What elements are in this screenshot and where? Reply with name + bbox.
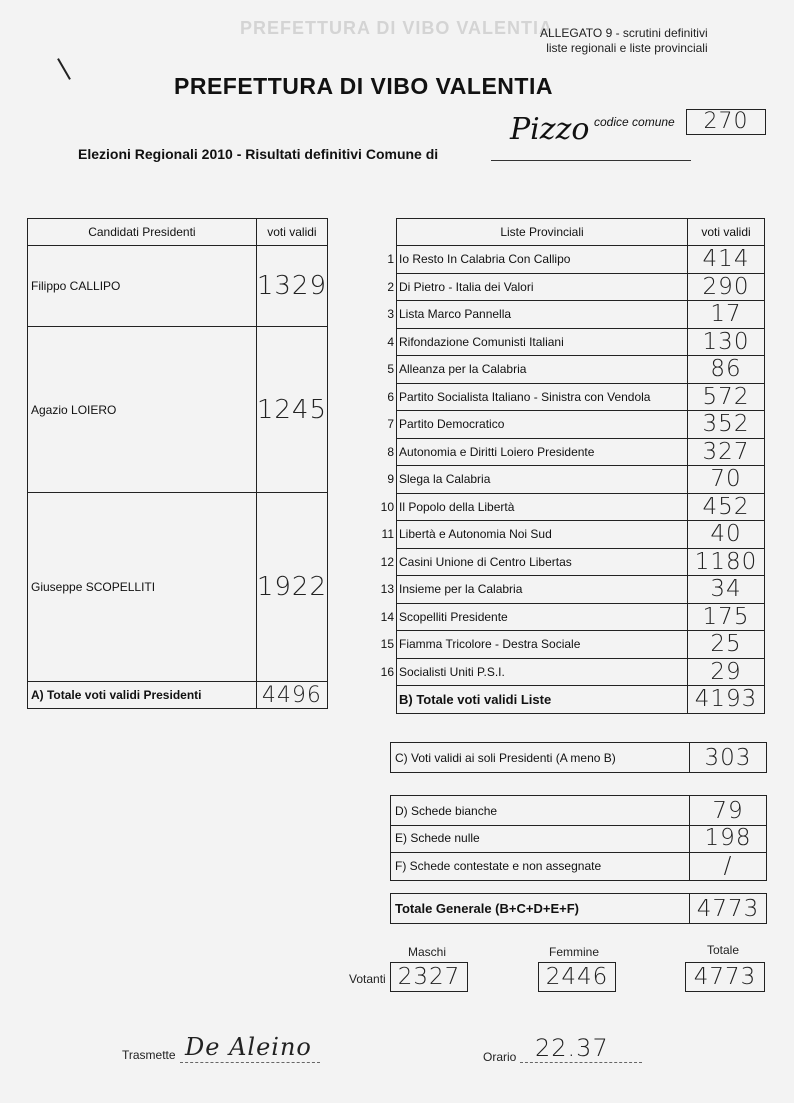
lista-votes[interactable]: 414 (688, 246, 765, 274)
lista-votes[interactable]: 290 (688, 273, 765, 301)
lista-votes[interactable]: 452 (688, 493, 765, 521)
codice-comune-label: codice comune (594, 115, 675, 129)
lista-votes[interactable]: 17 (688, 301, 765, 329)
lista-votes[interactable]: 70 (688, 466, 765, 494)
subtitle: Elezioni Regionali 2010 - Risultati definitivi Comune di (78, 146, 439, 162)
lista-row (372, 493, 765, 521)
lista-votes[interactable]: 572 (688, 383, 765, 411)
lista-number: 14 (380, 609, 394, 624)
lista-name: Rifondazione Comunisti Italiani (397, 328, 688, 356)
lista-number: 16 (380, 664, 394, 679)
lista-row (372, 356, 765, 384)
row-d-value[interactable]: 79 (689, 796, 766, 825)
row-e-label: E) Schede nulle (395, 831, 480, 845)
trasmette-value[interactable]: De Aleino (185, 1033, 312, 1061)
lista-votes[interactable]: 25 (688, 631, 765, 659)
president-votes[interactable]: 1922 (256, 493, 327, 682)
lista-number: 12 (380, 554, 394, 569)
lista-name: Alleanza per la Calabria (397, 356, 688, 384)
trasmette-line (180, 1062, 320, 1063)
lista-name: Il Popolo della Libertà (397, 493, 688, 521)
lista-number: 8 (387, 444, 394, 459)
totale-label: Totale (707, 943, 740, 957)
lista-name: Partito Democratico (397, 411, 688, 439)
liste-header-name: Liste Provinciali (397, 219, 688, 246)
lista-name: Casini Unione di Centro Libertas (397, 548, 688, 576)
lista-votes[interactable]: 29 (688, 658, 765, 686)
lista-row (372, 328, 765, 356)
lista-name: Scopelliti Presidente (397, 603, 688, 631)
presidents-header-votes: voti validi (256, 219, 327, 246)
lista-name: Socialisti Uniti P.S.I. (397, 658, 688, 686)
lista-number: 3 (387, 307, 394, 322)
lista-number: 11 (381, 527, 394, 542)
lista-row (372, 246, 765, 274)
lista-votes[interactable]: 352 (688, 411, 765, 439)
lista-number: 10 (380, 499, 394, 514)
lista-row (372, 301, 765, 329)
lista-row (372, 438, 765, 466)
lista-votes[interactable]: 1180 (688, 548, 765, 576)
lista-number: 13 (380, 582, 394, 597)
lista-name: Lista Marco Pannella (397, 301, 688, 329)
allegato-line1: ALLEGATO 9 - scrutini definitivi (540, 26, 708, 40)
row-c-value[interactable]: 303 (689, 743, 766, 772)
lista-row (372, 548, 765, 576)
liste-header-votes: voti validi (688, 219, 765, 246)
lista-number: 2 (387, 279, 394, 294)
votanti-label: Votanti (349, 972, 386, 986)
row-e (390, 824, 767, 853)
votanti-femmine[interactable]: 2446 (538, 962, 616, 992)
lista-number: 6 (387, 389, 394, 404)
lista-name: Di Pietro - Italia dei Valori (397, 273, 688, 301)
president-name: Giuseppe SCOPELLITI (28, 493, 257, 682)
page-title: PREFETTURA DI VIBO VALENTIA (174, 73, 553, 99)
lista-number: 9 (387, 472, 394, 487)
lista-row (372, 603, 765, 631)
totale-generale-label: Totale Generale (B+C+D+E+F) (395, 901, 579, 916)
lista-number: 1 (387, 252, 394, 267)
president-name: Agazio LOIERO (28, 327, 257, 493)
lista-row (372, 466, 765, 494)
orario-label: Orario (483, 1050, 517, 1064)
lista-row (372, 383, 765, 411)
lista-row (372, 576, 765, 604)
lista-votes[interactable]: 34 (688, 576, 765, 604)
codice-comune-value[interactable]: 270 (686, 109, 766, 135)
lista-name: Slega la Calabria (397, 466, 688, 494)
lista-name: Partito Socialista Italiano - Sinistra con Vendola (397, 383, 688, 411)
lista-votes[interactable]: 86 (688, 356, 765, 384)
votanti-totale[interactable]: 4773 (685, 962, 765, 992)
lista-votes[interactable]: 175 (688, 603, 765, 631)
row-totale-generale (390, 893, 767, 924)
lista-name: Insieme per la Calabria (397, 576, 688, 604)
lista-number: 5 (387, 362, 394, 377)
femmine-label: Femmine (549, 945, 600, 959)
lista-number: 15 (380, 637, 394, 652)
lista-votes[interactable]: 40 (688, 521, 765, 549)
lista-row (372, 521, 765, 549)
allegato-note (540, 26, 708, 56)
allegato-line2: liste regionali e liste provinciali (546, 41, 708, 55)
presidents-total-value[interactable]: 4496 (256, 682, 327, 709)
lista-row (372, 273, 765, 301)
liste-total-label: B) Totale voti validi Liste (397, 686, 688, 714)
row-f (390, 852, 767, 881)
lista-number: 7 (387, 417, 394, 432)
maschi-label: Maschi (408, 945, 447, 959)
row-f-label: F) Schede contestate e non assegnate (395, 859, 602, 873)
trasmette-label: Trasmette (122, 1048, 176, 1062)
row-d (390, 795, 767, 826)
presidents-total-label: A) Totale voti validi Presidenti (28, 682, 257, 709)
president-votes[interactable]: 1245 (256, 327, 327, 493)
lista-votes[interactable]: 327 (688, 438, 765, 466)
liste-total-value[interactable]: 4193 (688, 686, 765, 714)
ghost-header: PREFETTURA DI VIBO VALENTIA (240, 18, 554, 38)
row-f-value[interactable]: / (689, 852, 766, 880)
liste-table (372, 218, 765, 714)
pen-tick-mark (57, 58, 71, 80)
presidents-table (27, 218, 328, 709)
comune-value[interactable]: Pizzo (510, 112, 590, 147)
lista-name: Fiamma Tricolore - Destra Sociale (397, 631, 688, 659)
row-d-label: D) Schede bianche (395, 803, 498, 818)
lista-row (372, 658, 765, 686)
president-name: Filippo CALLIPO (28, 246, 257, 327)
presidents-header-name: Candidati Presidenti (28, 219, 257, 246)
lista-name: Libertà e Autonomia Noi Sud (397, 521, 688, 549)
lista-name: Io Resto In Calabria Con Callipo (397, 246, 688, 274)
lista-row (372, 631, 765, 659)
orario-value[interactable]: 22.37 (535, 1034, 609, 1062)
president-votes[interactable]: 1329 (256, 246, 327, 327)
comune-underline (491, 160, 691, 161)
lista-row (372, 411, 765, 439)
orario-line (520, 1062, 642, 1063)
row-e-value[interactable]: 198 (689, 824, 766, 852)
row-c-label: C) Voti validi ai soli Presidenti (A meno B) (395, 750, 616, 765)
totale-generale-value[interactable]: 4773 (689, 894, 766, 923)
lista-votes[interactable]: 130 (688, 328, 765, 356)
lista-number: 4 (387, 334, 394, 349)
row-c (390, 742, 767, 773)
lista-name: Autonomia e Diritti Loiero Presidente (397, 438, 688, 466)
votanti-maschi[interactable]: 2327 (390, 962, 468, 992)
